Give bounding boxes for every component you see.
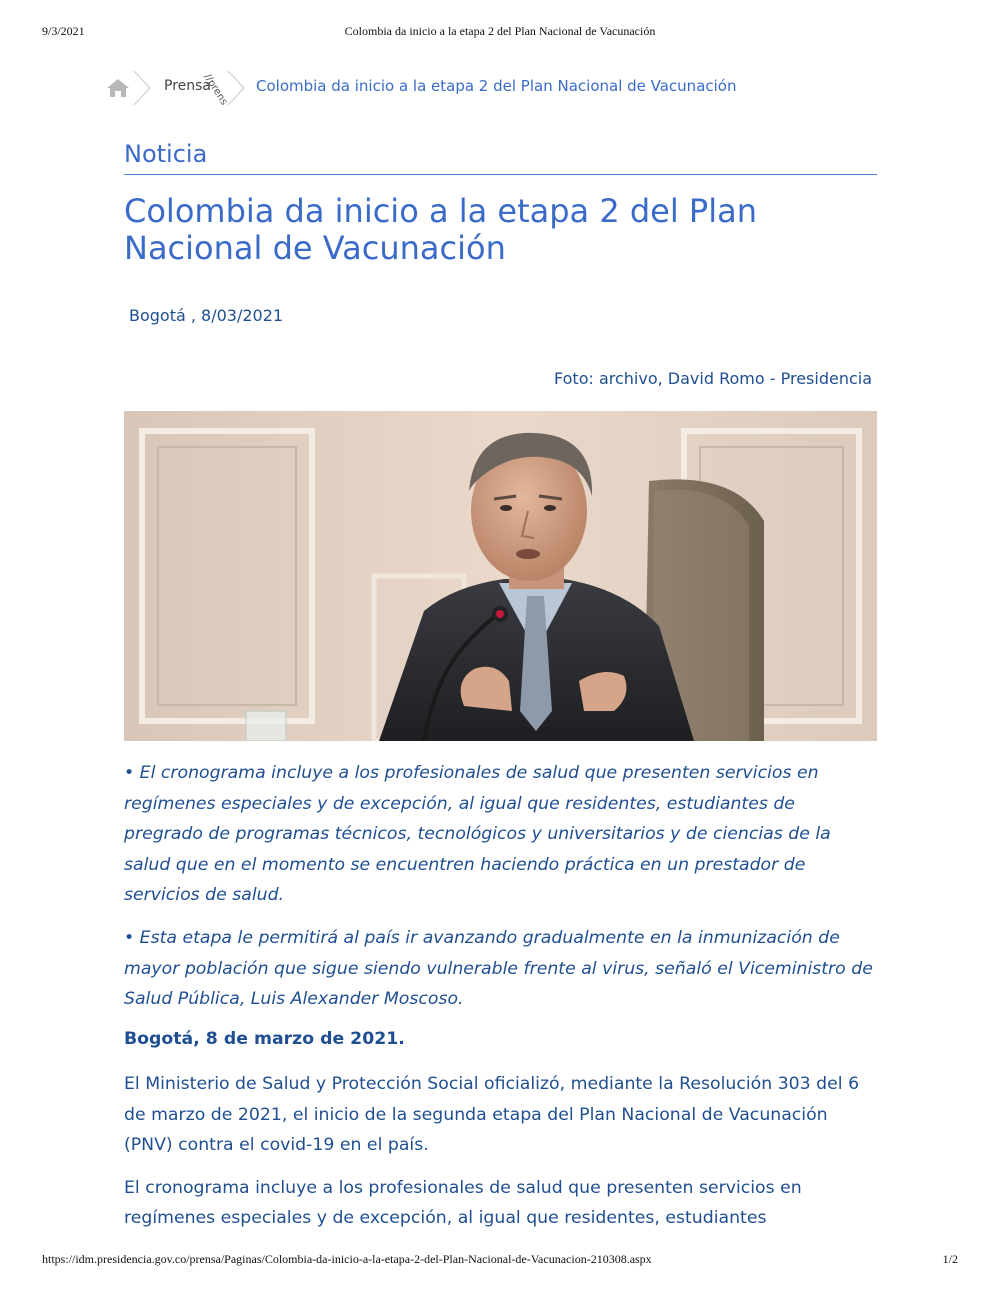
print-date: 9/3/2021 bbox=[42, 24, 85, 38]
highlight-item: • Esta etapa le permitirá al país ir avanzando gradualmente en la inmunización de mayor población que sigue siendo vulnerable frente al virus, señaló el Viceministro de Salud Pública, Luis Alexander Moscoso. bbox=[124, 927, 873, 1010]
home-icon[interactable] bbox=[104, 76, 132, 100]
article-lead-date: Bogotá, 8 de marzo de 2021. bbox=[124, 1029, 405, 1049]
article-dateline: Bogotá , 8/03/2021 bbox=[129, 306, 284, 325]
print-page-number: 1/2 bbox=[942, 1252, 958, 1266]
breadcrumb-separator-icon bbox=[132, 70, 152, 106]
print-header bbox=[42, 24, 958, 42]
breadcrumb bbox=[104, 68, 804, 108]
article-highlights bbox=[124, 758, 878, 1027]
photo-credit: Foto: archivo, David Romo - Presidencia bbox=[554, 369, 872, 388]
article-photo bbox=[124, 411, 877, 741]
print-footer bbox=[42, 1252, 958, 1270]
section-divider bbox=[124, 174, 877, 175]
article-body bbox=[124, 1069, 878, 1246]
print-url: https://idm.presidencia.gov.co/prensa/Paginas/Colombia-da-inicio-a-la-etapa-2-del-Plan-Nacional-de-Vacunacion-210308.aspx bbox=[42, 1252, 652, 1266]
highlight-item: • El cronograma incluye a los profesionales de salud que presenten servicios en regímenes especiales y de excepción, al igual que residentes, estudiantes de pregrado de programas técnicos, tecnológicos y universitarios y de ciencias de la salud que en el momento se encuentren haciendo práctica en un prestador de servicios de salud. bbox=[124, 763, 831, 906]
breadcrumb-prensa-rotated-label: //prens bbox=[201, 72, 230, 108]
breadcrumb-current-page[interactable]: Colombia da inicio a la etapa 2 del Plan Nacional de Vacunación bbox=[256, 77, 737, 95]
print-title: Colombia da inicio a la etapa 2 del Plan Nacional de Vacunación bbox=[344, 24, 656, 38]
article-title: Colombia da inicio a la etapa 2 del Plan Nacional de Vacunación bbox=[124, 192, 757, 267]
body-paragraph: El cronograma incluye a los profesionales de salud que presenten servicios en regímenes especiales y de excepción, al igual que residentes, estudiantes bbox=[124, 1177, 802, 1229]
body-paragraph: El Ministerio de Salud y Protección Social oficializó, mediante la Resolución 303 del 6 de marzo de 2021, el inicio de la segunda etapa del Plan Nacional de Vacunación (PNV) contra el covid-19 en el país. bbox=[124, 1074, 860, 1156]
section-label: Noticia bbox=[124, 140, 208, 168]
breadcrumb-prensa-link[interactable]: Prensa bbox=[164, 78, 212, 94]
breadcrumb-separator-icon bbox=[226, 70, 246, 106]
